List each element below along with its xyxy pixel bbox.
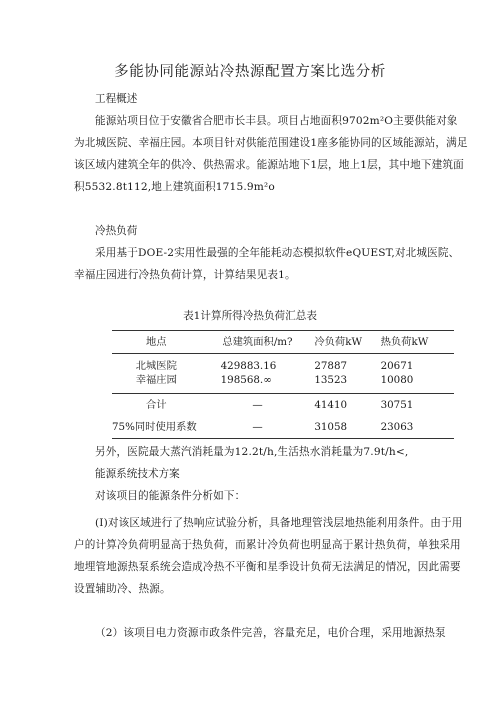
table-row bbox=[112, 354, 454, 374]
cell-cooling-load: 27887 bbox=[314, 360, 348, 372]
table-row bbox=[112, 373, 454, 394]
load-summary-table bbox=[112, 330, 454, 439]
paragraph-overview: 能源站项目位于安徽省合肥市长丰县。项目占地面积9702m²O主要供能对象为北城医院、幸福庄园。本项目针对供能范围建设1座多能协同的区域能源站，满足该区域内建筑全年的供冷、供热需求。能源站地下1层，地上1层，其中地下建筑面积5532.8t112,地上建筑面积1715.9m²o bbox=[74, 115, 468, 193]
cell-location: 75%同时使用系数 bbox=[112, 421, 197, 433]
paragraph-analysis-intro: 对该项目的能源条件分析如下： bbox=[95, 490, 246, 502]
table-row-total bbox=[112, 394, 454, 417]
paragraph-analysis-1: (I)对该区域进行了热响应试验分析，具备地理管浅层地热能利用条件。由于用户的计算冷负荷明显高于热负荷，而累计冷负荷也明显高于累计热负荷，单独采用地埋管地源热泵系统会造成冷热不平衡和星季设计负荷无法满足的情况，因此需要设置辅助冷、热源。 bbox=[74, 517, 463, 595]
header-cooling-load: 冷负荷kW bbox=[314, 336, 363, 348]
cell-heating-load: 20671 bbox=[380, 360, 414, 372]
table-caption: 表1计算所得冷热负荷汇总表 bbox=[183, 310, 317, 322]
paragraph-analysis-2: （2）该项目电力资源市政条件完善，容量充足，电价合理，采用地源热泵 bbox=[95, 627, 446, 639]
cell-heating-load: 10080 bbox=[380, 374, 414, 386]
paragraph-steam: 另外，医院最大蒸汽消耗量为12.2t∕h,生活热水消耗量为7.9t∕h<, bbox=[95, 446, 409, 458]
cell-heating-load: 30751 bbox=[380, 399, 414, 411]
paragraph-load: 采用基于DOE-2实用性最强的全年能耗动态模拟软件eQUEST,对北城医院、幸福庄园进行冷热负荷计算，计算结果见表1。 bbox=[74, 247, 460, 281]
header-heating-load: 热负荷kW bbox=[380, 336, 429, 348]
cell-area: 198568.∞ bbox=[220, 374, 272, 386]
header-area: 总建筑面积/m? bbox=[222, 336, 293, 348]
section-heading-technical: 能源系统技术方案 bbox=[95, 468, 180, 480]
cell-heating-load: 23063 bbox=[380, 421, 414, 433]
cell-cooling-load: 41410 bbox=[314, 399, 348, 411]
cell-area: — bbox=[252, 421, 263, 433]
cell-location: 北城医院 bbox=[135, 360, 177, 372]
cell-cooling-load: 13523 bbox=[314, 374, 348, 386]
cell-area: 429883.16 bbox=[220, 360, 277, 372]
document-title: 多能协同能源站冷热源配置方案比选分析 bbox=[114, 64, 386, 80]
cell-cooling-load: 31058 bbox=[314, 421, 348, 433]
cell-area: — bbox=[252, 399, 263, 411]
cell-location: 幸福庄园 bbox=[135, 374, 177, 386]
table-header-row bbox=[112, 331, 454, 354]
header-location: 地点 bbox=[146, 336, 167, 348]
section-heading-load: 冷热负荷 bbox=[95, 225, 138, 237]
section-heading-overview: 工程概述 bbox=[95, 93, 138, 105]
cell-location: 合计 bbox=[146, 399, 167, 411]
table-row-simultaneity bbox=[112, 416, 454, 439]
